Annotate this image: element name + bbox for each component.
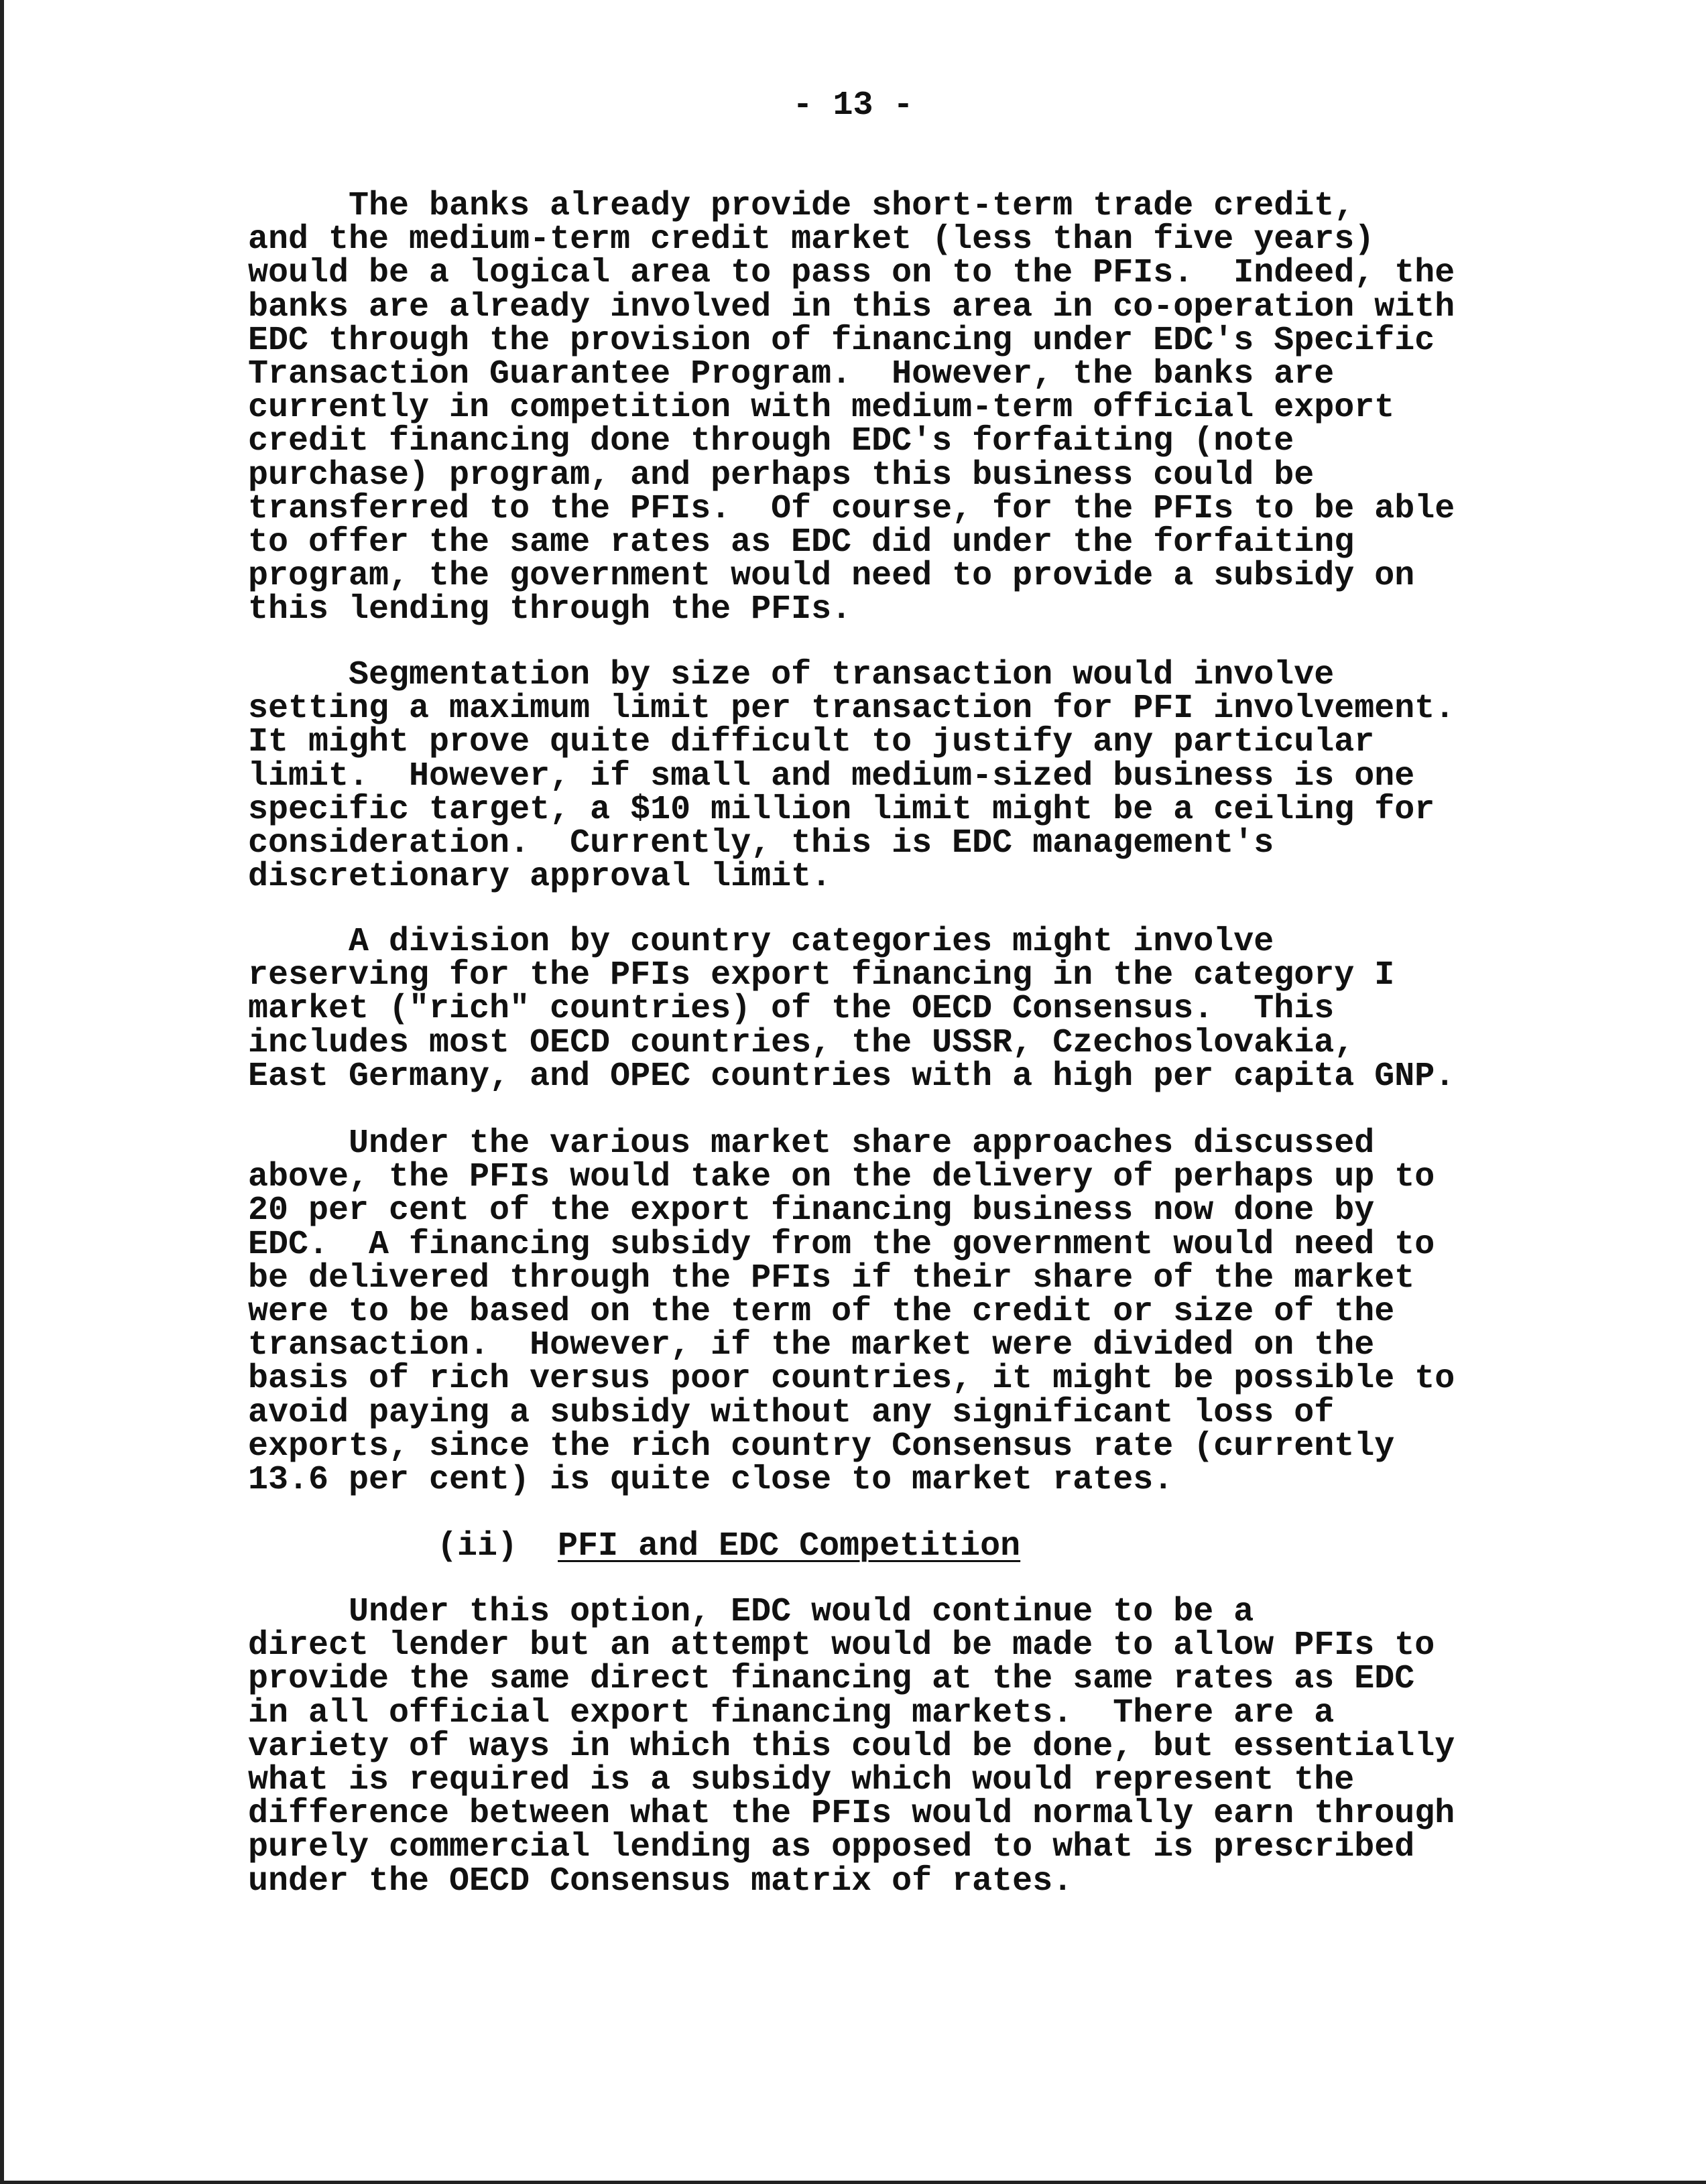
- text-line: above, the PFIs would take on the delivery of perhaps up to: [248, 1158, 1435, 1197]
- text-line: EDC through the provision of financing under EDC's Specific: [248, 321, 1435, 360]
- scan-bottom-edge: [0, 2181, 1706, 2184]
- text-line: consideration. Currently, this is EDC management's: [248, 824, 1274, 863]
- paragraph-market-share-approaches: [248, 1125, 1508, 1500]
- text-line: Under this option, EDC would continue to be a: [248, 1593, 1254, 1631]
- text-line: and the medium-term credit market (less than five years): [248, 220, 1375, 259]
- page-number: - 13 -: [792, 86, 914, 125]
- text-line: banks are already involved in this area in co-operation with: [248, 287, 1455, 326]
- scan-left-edge: [0, 0, 4, 2184]
- section-title: PFI and EDC Competition: [558, 1527, 1021, 1565]
- text-line: transaction. However, if the market were divided on the: [248, 1326, 1375, 1365]
- text-line: would be a logical area to pass on to the PFIs. Indeed, the: [248, 254, 1455, 293]
- text-line: discretionary approval limit.: [248, 858, 832, 897]
- section-number: (ii): [437, 1527, 518, 1565]
- text-line: Under the various market share approaches discussed: [248, 1125, 1375, 1163]
- text-line: under the OECD Consensus matrix of rates.: [248, 1862, 1073, 1901]
- text-line: this lending through the PFIs.: [248, 590, 852, 629]
- text-line: Segmentation by size of transaction would involve: [248, 656, 1335, 694]
- paragraph-segmentation-by-size: [248, 656, 1508, 897]
- text-line: program, the government would need to provide a subsidy on: [248, 557, 1415, 596]
- text-line: provide the same direct financing at the same rates as EDC: [248, 1660, 1415, 1699]
- text-line: 13.6 per cent) is quite close to market rates.: [248, 1461, 1174, 1500]
- text-line: what is required is a subsidy which would represent the: [248, 1761, 1355, 1800]
- paragraph-bank-trade-credit: [248, 187, 1508, 629]
- text-line: avoid paying a subsidy without any significant loss of: [248, 1393, 1335, 1432]
- text-line: to offer the same rates as EDC did under the forfaiting: [248, 523, 1355, 562]
- text-line: limit. However, if small and medium-sized business is one: [248, 757, 1415, 795]
- text-line: specific target, a $10 million limit might be a ceiling for: [248, 790, 1435, 829]
- text-line: reserving for the PFIs export financing in the category I: [248, 956, 1395, 995]
- paragraph-pfi-edc-competition: [248, 1593, 1508, 1901]
- text-line: market ("rich" countries) of the OECD Consensus. This: [248, 990, 1335, 1029]
- text-line: purely commercial lending as opposed to what is prescribed: [248, 1828, 1415, 1867]
- text-line: variety of ways in which this could be done, but essentially: [248, 1727, 1455, 1766]
- text-line: in all official export financing markets. There are a: [248, 1693, 1335, 1732]
- text-line: currently in competition with medium-term official export: [248, 389, 1395, 428]
- text-line: includes most OECD countries, the USSR, Czechoslovakia,: [248, 1023, 1355, 1062]
- paragraph-country-categories: [248, 925, 1508, 1094]
- text-line: transferred to the PFIs. Of course, for the PFIs to be able: [248, 489, 1455, 528]
- text-line: basis of rich versus poor countries, it might be possible to: [248, 1360, 1455, 1399]
- text-line: East Germany, and OPEC countries with a high per capita GNP.: [248, 1057, 1455, 1096]
- text-line: EDC. A financing subsidy from the government would need to: [248, 1225, 1435, 1264]
- text-line: difference between what the PFIs would normally earn through: [248, 1795, 1455, 1834]
- section-heading: [437, 1527, 1020, 1567]
- text-line: credit financing done through EDC's forfaiting (note: [248, 422, 1294, 461]
- text-line: A division by country categories might involve: [248, 923, 1274, 961]
- text-line: purchase) program, and perhaps this business could be: [248, 456, 1315, 495]
- text-line: Transaction Guarantee Program. However, the banks are: [248, 355, 1335, 394]
- text-line: 20 per cent of the export financing business now done by: [248, 1192, 1375, 1230]
- text-line: exports, since the rich country Consensus rate (currently: [248, 1427, 1395, 1466]
- text-line: direct lender but an attempt would be made to allow PFIs to: [248, 1626, 1435, 1665]
- text-line: The banks already provide short-term trade credit,: [248, 187, 1355, 225]
- text-line: It might prove quite difficult to justify any particular: [248, 723, 1375, 762]
- text-line: be delivered through the PFIs if their share of the market: [248, 1259, 1415, 1297]
- text-line: were to be based on the term of the credit or size of the: [248, 1293, 1395, 1332]
- text-line: setting a maximum limit per transaction for PFI involvement.: [248, 690, 1455, 728]
